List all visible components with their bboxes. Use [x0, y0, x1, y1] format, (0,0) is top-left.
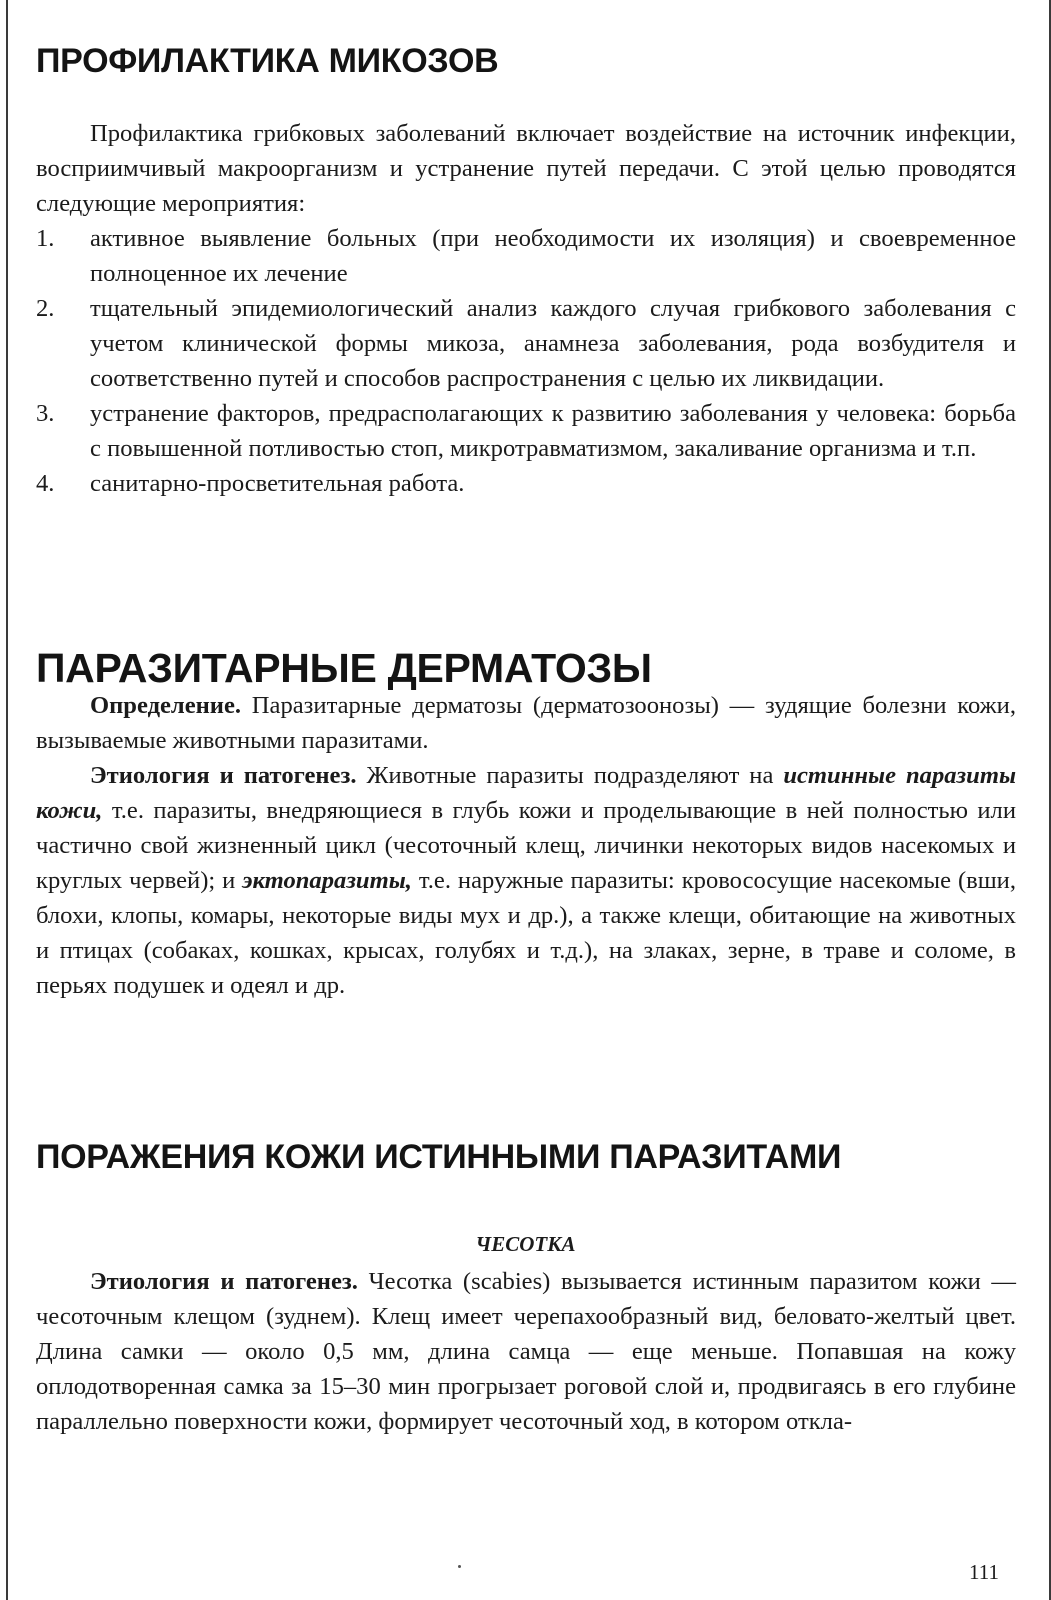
list-item-number: 3. — [36, 400, 55, 427]
definition-paragraph — [36, 688, 1016, 758]
list-item-number: 2. — [36, 295, 55, 322]
page-left-border — [6, 0, 8, 1600]
print-speck — [458, 1565, 461, 1568]
list-item — [36, 466, 1016, 501]
parasitic-dermatoses-body — [36, 688, 1016, 1003]
list-item-text: устранение факторов, предрасполагающих к развитию заболевания у человека: борьба с повышенной потливостью стоп, микротравматизмом, закаливание организма и т.п. — [90, 400, 1016, 462]
list-item-text: санитарно-просветительная работа. — [90, 470, 465, 497]
etiology-label: Этиология и патогенез. — [90, 1268, 358, 1295]
list-item-number: 1. — [36, 225, 55, 252]
term-true-parasites: истинные паразиты кожи, — [36, 762, 1017, 824]
scabies-etiology-text: Чесотка (scabies) вызывается истинным паразитом кожи — чесоточным клещом (зуднем). Клещ имеет черепахообразный вид, беловато-желтый цвет. Длина самки — около 0,5 мм, длина самца — еще меньше. Попавшая на кожу оплодотворенная самка за 15–30 мин прогрызает роговой слой и, продвигаясь в его глубине параллельно поверхности кожи, формирует чесоточный ход, в котором откла- — [36, 1268, 1017, 1435]
etiology-paragraph — [36, 758, 1016, 1003]
definition-label: Определение. — [90, 692, 242, 719]
etiology-text-part: т.е. наружные паразиты: кровососущие насекомые (вши, блохи, клопы, комары, некоторые виды мух и др.), а также клещи, обитающие на животных и птицах (собаках, кошках, крысах, голубях и т.д.), на злаках, зерне, в траве и соломе, в перьях подушек и одеял и др. — [36, 867, 1016, 999]
list-item — [36, 291, 1016, 396]
mycosis-intro-paragraph: Профилактика грибковых заболеваний включает воздействие на источник инфекции, восприимчивый макроорганизм и устранение путей передачи. С этой целью проводятся следующие мероприятия: — [36, 120, 1016, 217]
page-number: 111 — [969, 1560, 999, 1584]
list-item-text: тщательный эпидемиологический анализ каждого случая грибкового заболевания с учетом клинической формы микоза, анамнеза заболевания, рода возбудителя и соответственно путей и способов распространения с целью их ликвидации. — [90, 295, 1016, 392]
scabies-body — [36, 1264, 1016, 1439]
term-ectoparasites: эктопаразиты, — [242, 867, 412, 894]
etiology-text-part: Животные паразиты подразделяют на — [356, 762, 784, 789]
scabies-etiology-paragraph — [36, 1264, 1016, 1439]
list-item — [36, 396, 1016, 466]
heading-true-parasites: ПОРАЖЕНИЯ КОЖИ ИСТИННЫМИ ПАРАЗИТАМИ — [36, 1138, 842, 1176]
list-item-number: 4. — [36, 470, 55, 497]
list-item-text: активное выявление больных (при необходимости их изоляция) и своевременное полноценное их лечение — [90, 225, 1016, 287]
etiology-text-part: т.е. паразиты, внедряющиеся в глубь кожи и проделывающие в ней полностью или частично свой жизненный цикл (чесоточный клещ, личинки некоторых видов насекомых и круглых червей); и — [36, 797, 1016, 894]
heading-parasitic-dermatoses: ПАРАЗИТАРНЫЕ ДЕРМАТОЗЫ — [36, 645, 652, 691]
heading-mycosis-prevention: ПРОФИЛАКТИКА МИКОЗОВ — [36, 42, 499, 80]
definition-text: Паразитарные дерматозы (дерматозоонозы) — зудящие болезни кожи, вызываемые животными паразитами. — [36, 692, 1016, 754]
etiology-label: Этиология и патогенез. — [90, 762, 357, 789]
mycosis-prevention-body — [36, 116, 1016, 501]
subheading-scabies: ЧЕСОТКА — [475, 1232, 576, 1256]
prevention-measures-list — [36, 221, 1016, 501]
list-item — [36, 221, 1016, 291]
